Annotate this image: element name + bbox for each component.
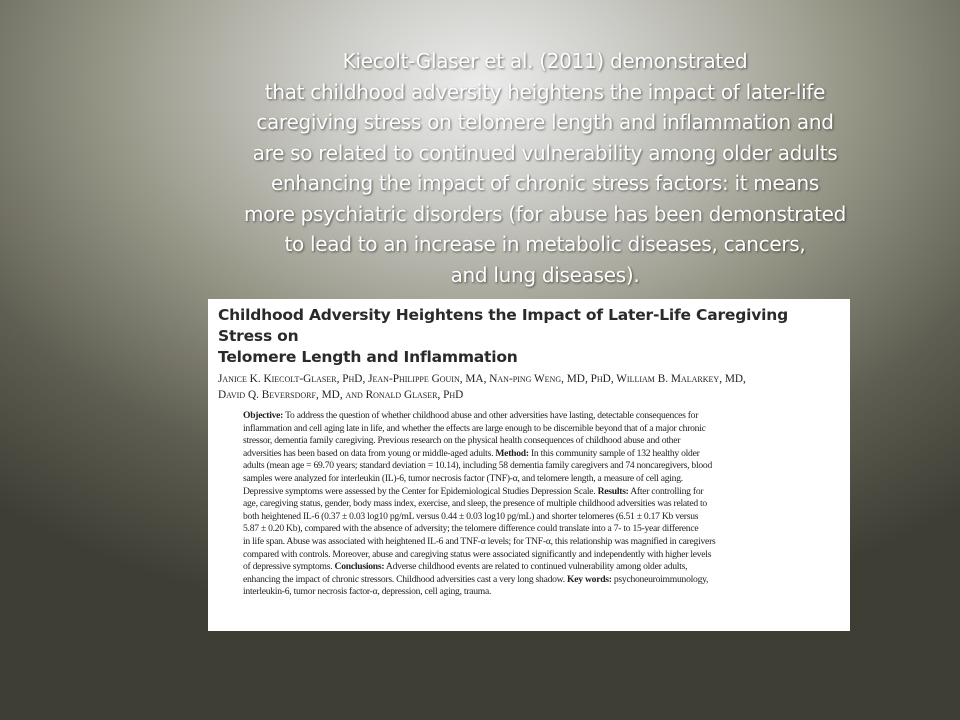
caption-line: Kiecolt-Glaser et al. (2011) demonstrated [342,49,748,73]
slide-caption [150,46,940,290]
paper-title-line: Telomere Length and Inflammation [218,348,518,366]
paper-excerpt-image [208,299,850,631]
abstract-keyword: Results: [597,485,629,497]
caption-line: that childhood adversity heightens the impact of later-life [264,79,826,104]
abstract-line: in life span. Abuse was associated with heightened IL-6 and TNF-α levels; for TNF-α, this relationship was magnified in caregivers [243,535,716,547]
abstract-line: enhancing the impact of chronic stressors. Childhood adversities cast a very long shadow. Key words: psychoneuroimmunology, [243,573,709,585]
paper-title [218,305,840,368]
abstract-line: Objective: To address the question of whether childhood abuse and other adversities have lasting, detectable consequences for [243,410,699,421]
abstract-keyword: Key words: [567,573,612,585]
abstract-line: of depressive symptoms. Conclusions: Adverse childhood events are related to continued vulnerability among older adults, [243,561,688,573]
abstract-line: adults (mean age = 69.70 years; standard deviation = 10.14), including 58 dementia family caregivers and 74 noncaregivers, blood [243,460,713,472]
abstract-keyword: Method: [495,447,529,459]
abstract-line: compared with controls. Moreover, abuse and caregiving status were associated significantly and independently with higher levels [243,548,712,560]
abstract-keyword: Objective: [243,410,284,421]
paper-abstract [243,410,825,599]
abstract-line: age, caregiving status, gender, body mass index, exercise, and sleep, the presence of multiple childhood adversities was related to [243,498,707,510]
caption-line: to lead to an increase in metabolic diseases, cancers, [284,232,806,256]
abstract-line: interleukin-6, tumor necrosis factor-α, depression, cell aging, trauma. [243,586,492,598]
abstract-line: adversities has been based on data from young or middle-aged adults. Method: In this community sample of 132 healthy older [243,447,700,459]
abstract-keyword: Conclusions: [334,561,385,573]
abstract-line: inflammation and cell aging late in life, and whether the effects are large enough to be discernible beyond that of a major chronic [243,422,706,434]
caption-line: and lung diseases). [450,262,640,287]
abstract-line: samples were analyzed for interleukin (IL)-6, tumor necrosis factor (TNF)-α, and telomere length, a measure of cell aging. [243,472,683,484]
paper-title-line: Childhood Adversity Heightens the Impact of Later-Life Caregiving Stress on [218,306,788,345]
abstract-line: 5.87 ± 0.20 Kb), compared with the absence of adversity; the telomere difference could translate into a 7- to 15-year difference [243,523,699,535]
abstract-line: Depressive symptoms were assessed by the Center for Epidemiological Studies Depression Scale. Results: After controlling for [243,485,704,497]
paper-authors-line: David Q. Beversdorf, MD, and Ronald Glaser, PhD [218,388,464,401]
caption-line: enhancing the impact of chronic stress factors: it means [271,171,819,195]
abstract-line: stressor, dementia family caregiving. Previous research on the physical health consequences of childhood abuse and other [243,435,681,447]
caption-line: more psychiatric disorders (for abuse has been demonstrated [243,201,847,226]
caption-line: caregiving stress on telomere length and inflammation and [256,110,834,134]
abstract-line: both heightened IL-6 (0.37 ± 0.03 log10 pg/mL versus 0.44 ± 0.03 log10 pg/mL) and shorter telomeres (6.51 ± 0.17 Kb versus [243,510,699,522]
caption-line: are so related to continued vulnerability among older adults [252,140,838,165]
paper-authors-line: Janice K. Kiecolt-Glaser, PhD, Jean-Philippe Gouin, MA, Nan-ping Weng, MD, PhD, William B. Malarkey, MD, [218,373,746,385]
paper-authors [218,372,840,403]
